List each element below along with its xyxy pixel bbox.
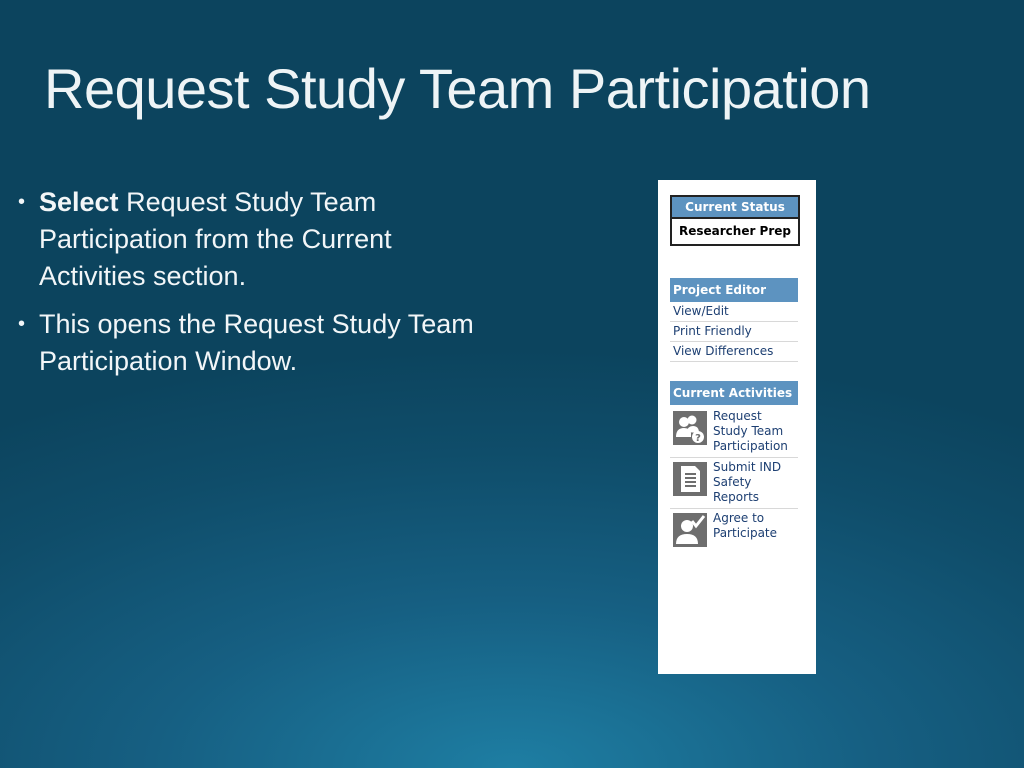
submit-ind-safety-reports-activity[interactable] bbox=[670, 458, 798, 509]
print-friendly-link[interactable]: Print Friendly bbox=[670, 322, 798, 342]
current-status-value: Researcher Prep bbox=[678, 224, 791, 238]
slide-title: Request Study Team Participation bbox=[44, 57, 871, 120]
report-document-icon bbox=[673, 462, 707, 496]
project-editor-links bbox=[670, 302, 798, 362]
view-differences-link[interactable]: View Differences bbox=[670, 342, 798, 362]
current-status-box bbox=[670, 195, 800, 246]
bullet-bold: Select bbox=[39, 187, 119, 217]
person-check-icon bbox=[673, 513, 707, 547]
svg-text:?: ? bbox=[695, 433, 701, 444]
current-activities-header: Current Activities bbox=[670, 381, 798, 405]
bullet-text: Request Study Team Participation from the Current Activities section. bbox=[39, 187, 392, 291]
bullet-text: This opens the Request Study Team Participation Window. bbox=[39, 309, 474, 376]
bullet-list bbox=[18, 184, 488, 391]
team-question-icon bbox=[673, 411, 707, 445]
view-edit-link[interactable]: View/Edit bbox=[670, 302, 798, 322]
current-activities-list bbox=[670, 407, 798, 550]
agree-to-participate-activity[interactable] bbox=[670, 509, 798, 550]
project-editor-header: Project Editor bbox=[670, 278, 798, 302]
bullet-item bbox=[18, 306, 488, 380]
bullet-item bbox=[18, 184, 488, 295]
activity-label: Request Study Team Participation bbox=[713, 409, 788, 453]
request-study-team-participation-activity[interactable] bbox=[670, 407, 798, 458]
activity-label: Agree to Participate bbox=[713, 511, 778, 540]
current-status-label: Current Status bbox=[672, 197, 798, 219]
activities-panel bbox=[658, 180, 816, 674]
activity-label: Submit IND Safety Reports bbox=[713, 460, 782, 504]
